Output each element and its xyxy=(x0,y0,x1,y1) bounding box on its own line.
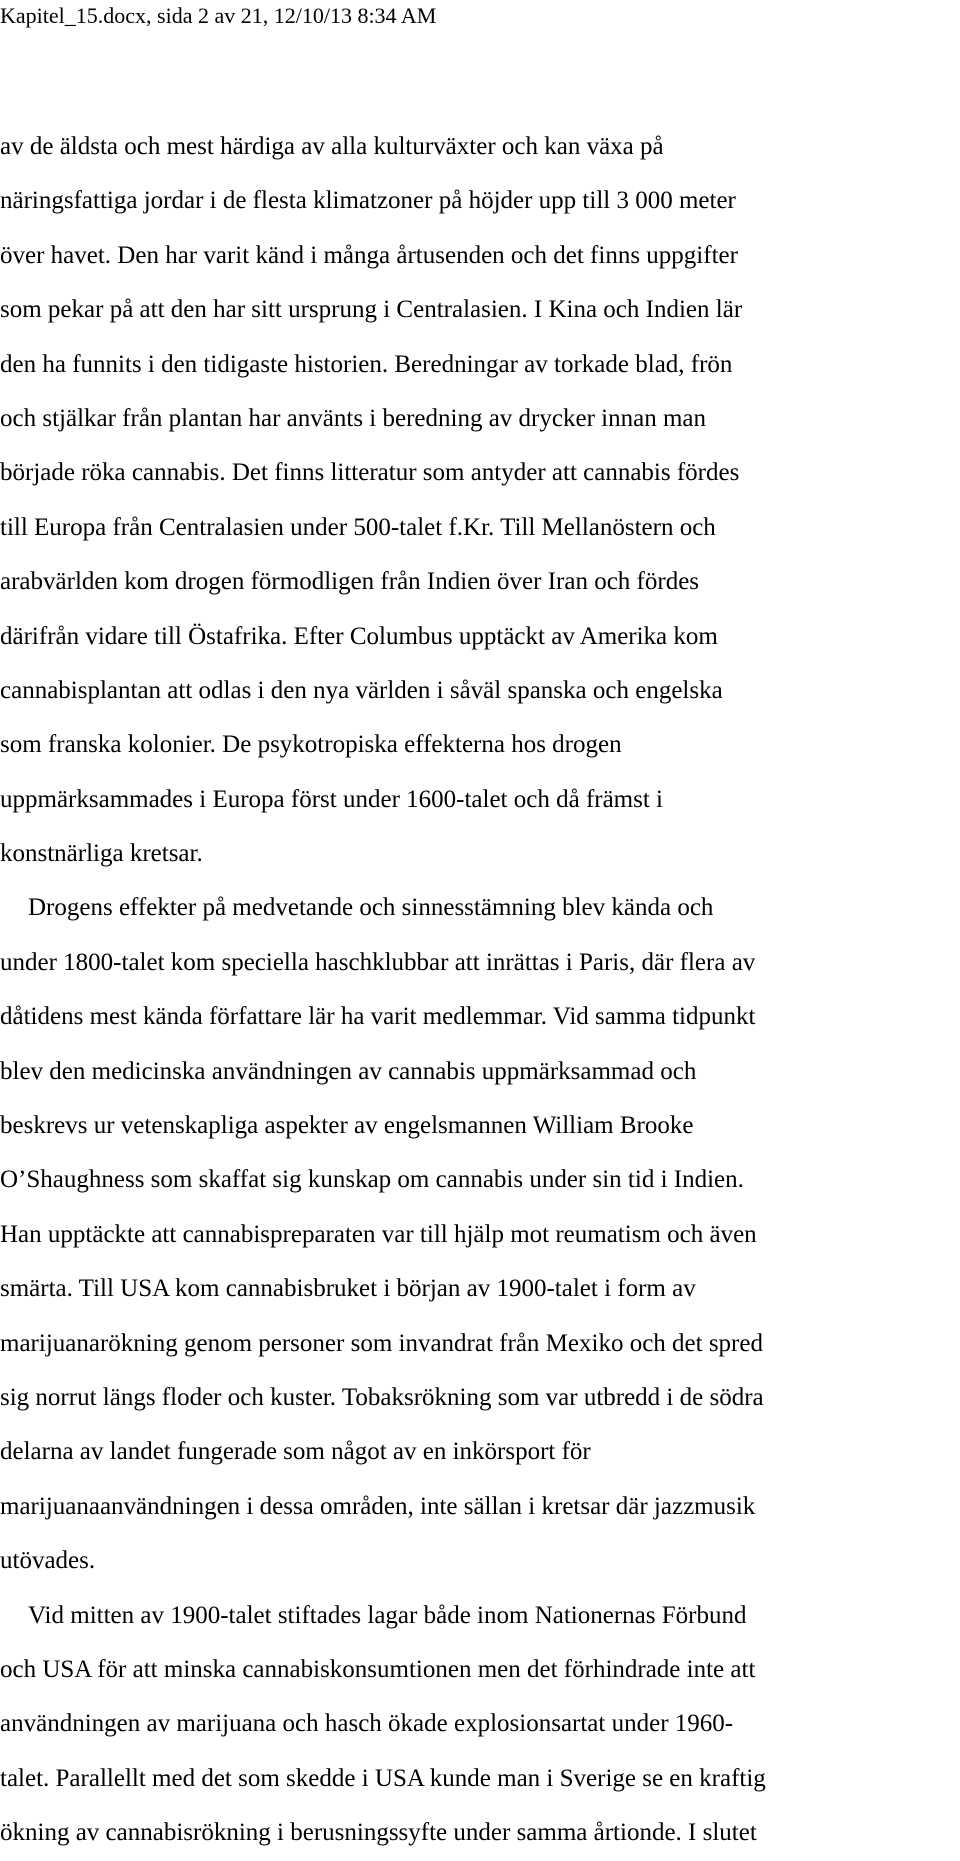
paragraph-2 xyxy=(0,881,960,1588)
text-line: och stjälkar från plantan har använts i beredning av drycker innan man xyxy=(0,404,706,432)
text-line: delarna av landet fungerade som något av en inkörsport för xyxy=(0,1438,591,1466)
text-line: arabvärlden kom drogen förmodligen från Indien över Iran och fördes xyxy=(0,568,700,596)
text-line: och USA för att minska cannabiskonsumtionen men det förhindrade inte att xyxy=(0,1655,756,1683)
paragraph-1 xyxy=(0,120,960,881)
text-line: O’Shaughness som skaffat sig kunskap om cannabis under sin tid i Indien. xyxy=(0,1166,744,1194)
text-line: dåtidens mest kända författare lär ha varit medlemmar. Vid samma tidpunkt xyxy=(0,1003,756,1031)
text-line: den ha funnits i den tidigaste historien. Beredningar av torkade blad, frön xyxy=(0,350,733,378)
text-line: konstnärliga kretsar. xyxy=(0,840,203,868)
text-line: under 1800-talet kom speciella haschklubbar att inrättas i Paris, där flera av xyxy=(0,948,756,976)
text-line: utövades. xyxy=(0,1547,96,1575)
document-header: Kapitel_15.docx, sida 2 av 21, 12/10/13 8:34 AM xyxy=(0,3,437,28)
text-line: över havet. Den har varit känd i många årtusenden och det finns uppgifter xyxy=(0,241,738,269)
text-line: därifrån vidare till Östafrika. Efter Columbus upptäckt av Amerika kom xyxy=(0,622,718,650)
text-line: cannabisplantan att odlas i den nya världen i såväl spanska och engelska xyxy=(0,676,723,704)
document-body xyxy=(0,120,960,1861)
text-line: som pekar på att den har sitt ursprung i Centralasien. I Kina och Indien lär xyxy=(0,296,743,324)
text-line: sig norrut längs floder och kuster. Tobaksrökning som var utbredd i de södra xyxy=(0,1383,764,1411)
text-line: användningen av marijuana och hasch ökade explosionsartat under 1960- xyxy=(0,1710,734,1738)
text-line: smärta. Till USA kom cannabisbruket i början av 1900-talet i form av xyxy=(0,1275,696,1303)
text-line: Han upptäckte att cannabispreparaten var till hjälp mot reumatism och även xyxy=(0,1220,757,1248)
text-line: ökning av cannabisrökning i berusningssyfte under samma årtionde. I slutet xyxy=(0,1819,757,1847)
text-line: uppmärksammades i Europa först under 1600-talet och då främst i xyxy=(0,785,664,813)
text-line: beskrevs ur vetenskapliga aspekter av engelsmannen William Brooke xyxy=(0,1112,694,1140)
text-line: marijuanaanvändningen i dessa områden, inte sällan i kretsar där jazzmusik xyxy=(0,1492,756,1520)
text-line: till Europa från Centralasien under 500-talet f.Kr. Till Mellanöstern och xyxy=(0,513,716,541)
paragraph-3 xyxy=(0,1589,960,1861)
text-line: talet. Parallellt med det som skedde i USA kunde man i Sverige se en kraftig xyxy=(0,1764,766,1792)
text-line: av de äldsta och mest härdiga av alla kulturväxter och kan växa på xyxy=(0,133,664,160)
text-line: Drogens effekter på medvetande och sinnesstämning blev kända och xyxy=(28,894,714,922)
text-line: började röka cannabis. Det finns litteratur som antyder att cannabis fördes xyxy=(0,459,740,487)
text-line: som franska kolonier. De psykotropiska effekterna hos drogen xyxy=(0,731,622,759)
text-line: Vid mitten av 1900-talet stiftades lagar både inom Nationernas Förbund xyxy=(28,1601,747,1629)
text-line: blev den medicinska användningen av cannabis uppmärksammad och xyxy=(0,1057,697,1085)
text-line: näringsfattiga jordar i de flesta klimatzoner på höjder upp till 3 000 meter xyxy=(0,187,736,215)
text-line: marijuanarökning genom personer som invandrat från Mexiko och det spred xyxy=(0,1329,763,1357)
